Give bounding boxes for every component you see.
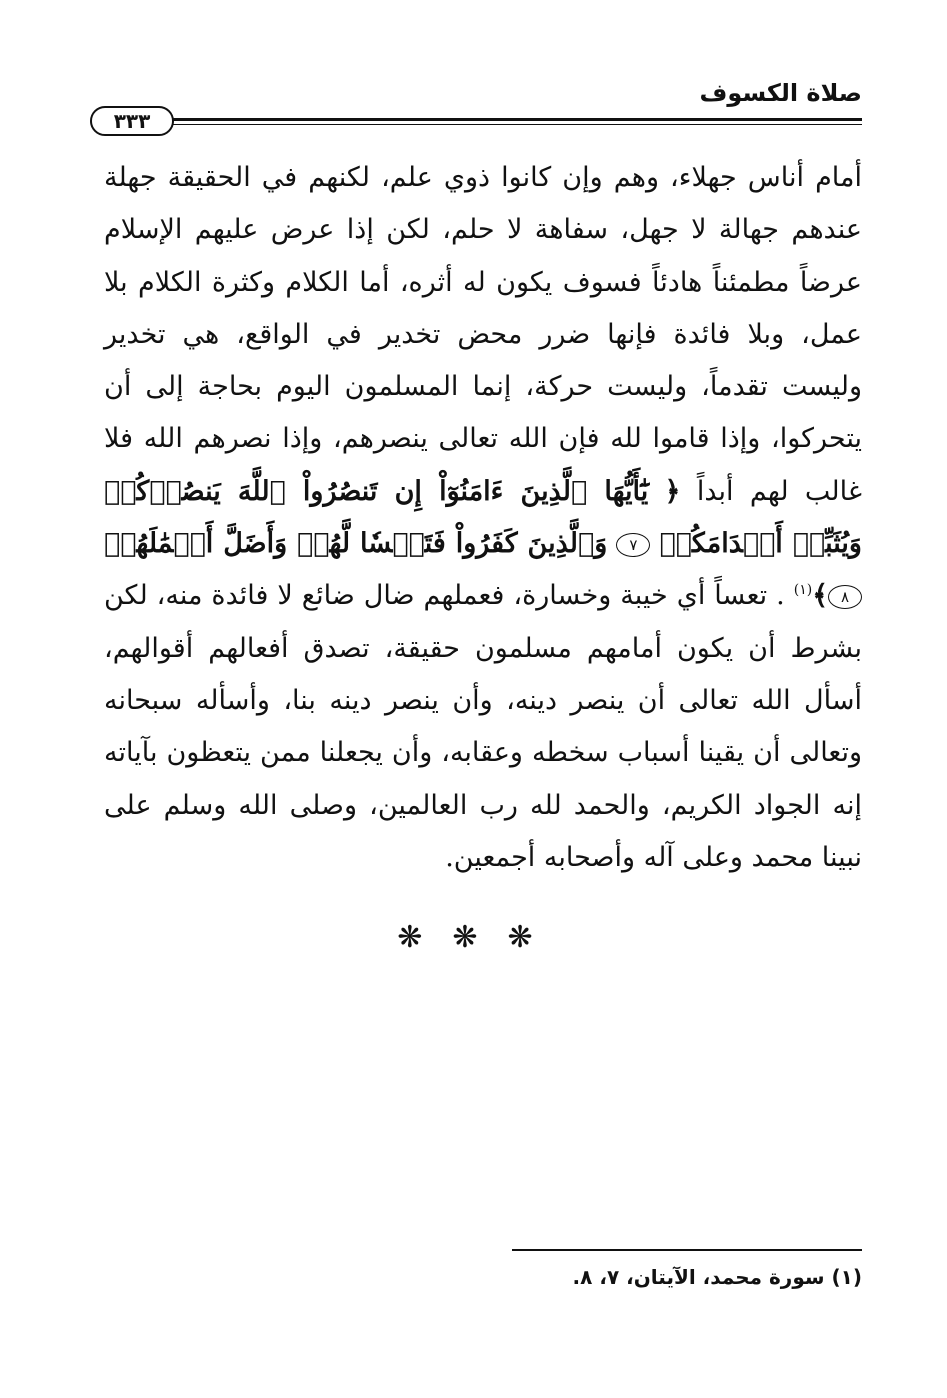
page-header bbox=[90, 78, 862, 138]
body-text bbox=[104, 152, 862, 884]
page-number: ٣٣٣ bbox=[90, 106, 174, 136]
text-after-verse: . تعساً أي خيبة وخسارة، فعملهم ضال ضائع لا فائدة منه، لكن بشرط أن يكون أمامهم مسلمون حقيقة، تصدق أفعالهم أقوالهم، أسأل الله تعالى أن ينصر دينه، وأن ينصر دينه بنا، وأسأله سبحانه وتعالى أن يقينا أسباب سخطه وعقابه، وأن يجعلنا ممن يتعظون بآياته إنه الجواد الكريم، والحمد لله رب العالمين، وصلى الله وسلم على نبينا محمد وعلى آله وأصحابه أجمعين. bbox=[104, 580, 862, 873]
ayah-number-marker: ٧ bbox=[616, 533, 650, 557]
ayah-number-marker: ٨ bbox=[828, 585, 862, 609]
footnote: (١) سورة محمد، الآيتان، ٧، ٨. bbox=[572, 1265, 862, 1289]
body-paragraph bbox=[104, 152, 862, 884]
header-rule bbox=[168, 118, 862, 121]
section-separator: ❋❋❋ bbox=[397, 920, 563, 955]
chapter-title: صلاة الكسوف bbox=[699, 79, 862, 107]
quran-verse-part1: يَٰٓأَيُّهَا ٱلَّذِينَ ءَامَنُوٓاْ إِن تَنصُرُواْ ٱللَّهَ يَنصُرۡكُمۡ وَيُثَبِّتۡ أَقۡدَامَكُمۡ bbox=[104, 475, 862, 560]
quran-verse-part2: وَٱلَّذِينَ كَفَرُواْ فَتَعۡسٗا لَّهُمۡ وَأَضَلَّ أَعۡمَٰلَهُمۡ bbox=[104, 528, 608, 560]
footnote-reference[interactable]: (١) bbox=[793, 582, 813, 599]
verse-open-bracket: ﴿ bbox=[664, 475, 681, 507]
header-rule-thin bbox=[168, 124, 862, 125]
verse-close-bracket: ﴾ bbox=[812, 580, 829, 612]
text-before-verse: أمام أناس جهلاء، وهم وإن كانوا ذوي علم، لكنهم في الحقيقة جهلة عندهم جهالة لا جهل، سفاهة لا حلم، لكن إذا عرض عليهم الإسلام عرضاً مطمئناً هادئاً فسوف يكون له أثره، أما الكلام وكثرة الكلام بلا عمل، وبلا فائدة فإنها ضرر محض تخدير في الواقع، هي تخدير وليست تقدماً، وليست حركة، إنما المسلمون اليوم بحاجة إلى أن يتحركوا، وإذا قاموا لله فإن الله تعالى ينصرهم، وإذا نصرهم الله فلا غالب لهم أبداً bbox=[104, 162, 862, 507]
footnote-rule bbox=[512, 1249, 862, 1251]
